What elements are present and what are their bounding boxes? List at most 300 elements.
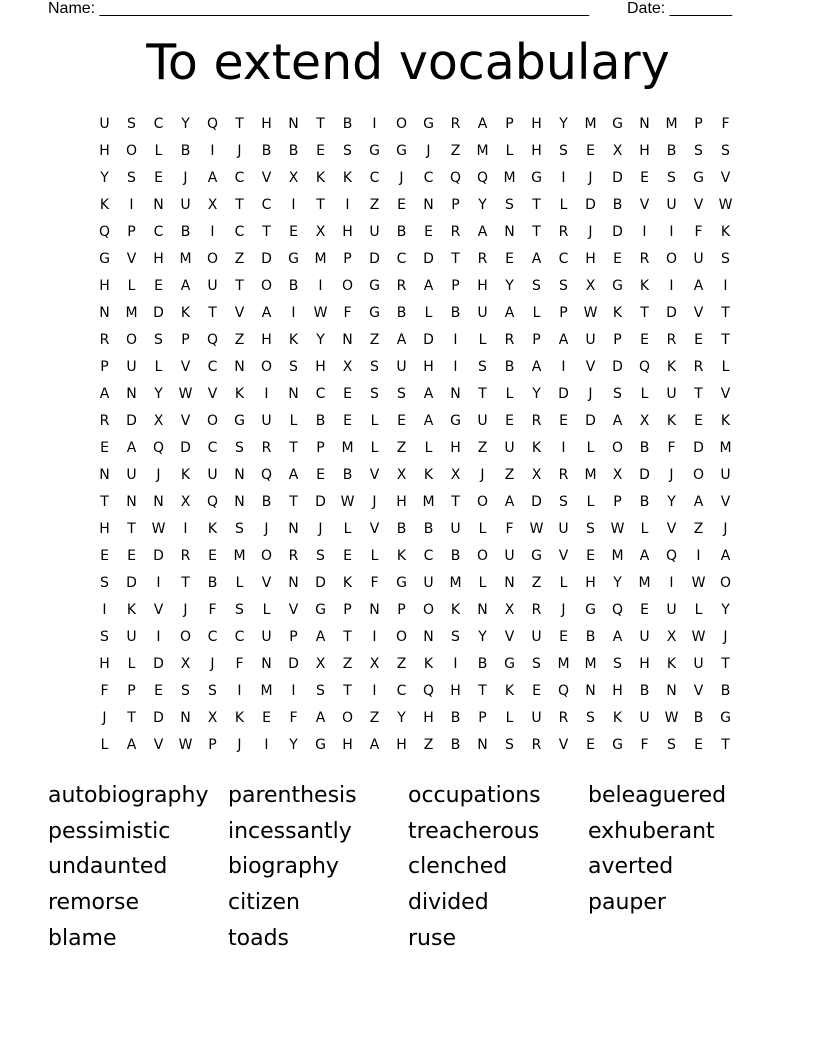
grid-letter: Y bbox=[667, 494, 676, 510]
grid-letter: K bbox=[450, 602, 461, 618]
grid-letter: V bbox=[693, 305, 704, 321]
grid-letter: Y bbox=[397, 710, 406, 726]
grid-letter: M bbox=[476, 143, 489, 159]
grid-letter: N bbox=[423, 197, 434, 213]
grid-letter: I bbox=[156, 575, 161, 591]
grid-letter: E bbox=[559, 413, 568, 429]
grid-letter: A bbox=[315, 710, 326, 726]
grid-letter: T bbox=[721, 656, 730, 672]
grid-letter: O bbox=[476, 548, 489, 564]
header-line bbox=[48, 0, 748, 20]
grid-letter: H bbox=[612, 683, 623, 699]
grid-letter: H bbox=[585, 575, 596, 591]
grid-letter: G bbox=[396, 143, 407, 159]
grid-letter: U bbox=[585, 332, 596, 348]
grid-letter: N bbox=[666, 683, 677, 699]
grid-letter: T bbox=[316, 116, 325, 132]
grid-letter: R bbox=[450, 116, 461, 132]
grid-letter: N bbox=[288, 521, 299, 537]
grid-letter: T bbox=[127, 521, 136, 537]
grid-letter: Q bbox=[260, 467, 273, 483]
grid-letter: P bbox=[208, 737, 217, 753]
grid-letter: D bbox=[153, 656, 164, 672]
grid-letter: E bbox=[343, 413, 352, 429]
grid-letter: P bbox=[451, 197, 460, 213]
grid-letter: K bbox=[288, 332, 299, 348]
grid-letter: G bbox=[612, 278, 623, 294]
grid-letter: O bbox=[341, 710, 354, 726]
grid-letter: Z bbox=[477, 440, 488, 456]
grid-letter: Z bbox=[693, 521, 704, 537]
grid-letter: V bbox=[180, 359, 191, 375]
grid-letter: D bbox=[153, 305, 164, 321]
grid-letter: V bbox=[153, 602, 164, 618]
grid-letter: S bbox=[154, 332, 163, 348]
grid-letter: Z bbox=[369, 332, 380, 348]
grid-letter: K bbox=[612, 710, 623, 726]
grid-letter: U bbox=[450, 521, 461, 537]
grid-letter: G bbox=[504, 656, 515, 672]
grid-letter: A bbox=[423, 278, 434, 294]
grid-letter: D bbox=[153, 710, 164, 726]
grid-letter: T bbox=[694, 386, 703, 402]
grid-letter: P bbox=[613, 494, 622, 510]
grid-letter: N bbox=[234, 494, 245, 510]
grid-letter: W bbox=[151, 521, 166, 537]
grid-letter: L bbox=[127, 278, 136, 294]
grid-letter: B bbox=[693, 710, 704, 726]
grid-letter: X bbox=[207, 710, 218, 726]
word-list-item: divided bbox=[408, 890, 489, 916]
grid-letter: B bbox=[639, 440, 650, 456]
grid-letter: S bbox=[235, 440, 244, 456]
grid-letter: I bbox=[318, 278, 323, 294]
grid-letter: I bbox=[264, 386, 269, 402]
grid-letter: U bbox=[666, 386, 677, 402]
grid-letter: V bbox=[369, 521, 380, 537]
grid-letter: A bbox=[126, 737, 137, 753]
grid-letter: K bbox=[423, 656, 434, 672]
grid-letter: S bbox=[694, 143, 703, 159]
grid-letter: H bbox=[423, 359, 434, 375]
grid-letter: N bbox=[369, 602, 380, 618]
grid-letter: P bbox=[613, 332, 622, 348]
grid-letter: P bbox=[478, 710, 487, 726]
grid-letter: C bbox=[207, 359, 218, 375]
grid-letter: L bbox=[640, 521, 649, 537]
grid-letter: V bbox=[126, 251, 137, 267]
grid-letter: Y bbox=[100, 170, 109, 186]
grid-letter: P bbox=[451, 278, 460, 294]
grid-letter: H bbox=[99, 143, 110, 159]
grid-letter: P bbox=[127, 224, 136, 240]
grid-letter: V bbox=[720, 386, 731, 402]
grid-letter: D bbox=[126, 413, 137, 429]
grid-letter: E bbox=[316, 467, 325, 483]
grid-letter: L bbox=[640, 386, 649, 402]
grid-letter: E bbox=[154, 170, 163, 186]
grid-letter: X bbox=[315, 656, 326, 672]
grid-letter: J bbox=[183, 170, 188, 186]
grid-letter: Q bbox=[206, 332, 219, 348]
grid-letter: N bbox=[234, 359, 245, 375]
grid-letter: I bbox=[642, 224, 647, 240]
grid-letter: G bbox=[369, 305, 380, 321]
word-list-item: clenched bbox=[408, 854, 508, 880]
grid-letter: A bbox=[477, 116, 488, 132]
grid-letter: B bbox=[315, 413, 326, 429]
grid-letter: V bbox=[207, 386, 218, 402]
grid-letter: R bbox=[504, 332, 515, 348]
grid-letter: I bbox=[237, 683, 242, 699]
grid-letter: R bbox=[666, 332, 677, 348]
grid-letter: B bbox=[639, 683, 650, 699]
grid-letter: X bbox=[612, 467, 623, 483]
grid-letter: S bbox=[127, 116, 136, 132]
grid-letter: S bbox=[532, 278, 541, 294]
grid-letter: A bbox=[126, 440, 137, 456]
grid-letter: R bbox=[450, 224, 461, 240]
grid-letter: K bbox=[531, 440, 542, 456]
grid-letter: J bbox=[588, 170, 593, 186]
grid-letter: D bbox=[369, 251, 380, 267]
grid-letter: J bbox=[588, 224, 593, 240]
grid-letter: H bbox=[99, 521, 110, 537]
grid-letter: V bbox=[585, 359, 596, 375]
grid-letter: S bbox=[397, 386, 406, 402]
grid-letter: E bbox=[397, 413, 406, 429]
grid-letter: B bbox=[612, 197, 623, 213]
grid-letter: N bbox=[342, 332, 353, 348]
grid-letter: S bbox=[505, 197, 514, 213]
grid-letter: E bbox=[694, 413, 703, 429]
grid-letter: W bbox=[583, 305, 598, 321]
grid-letter: S bbox=[181, 683, 190, 699]
grid-letter: I bbox=[156, 629, 161, 645]
grid-letter: B bbox=[450, 737, 461, 753]
grid-letter: A bbox=[504, 494, 515, 510]
grid-letter: J bbox=[723, 629, 728, 645]
grid-letter: A bbox=[261, 305, 272, 321]
grid-letter: E bbox=[262, 710, 271, 726]
grid-letter: L bbox=[505, 710, 514, 726]
grid-letter: H bbox=[396, 737, 407, 753]
grid-letter: J bbox=[264, 521, 269, 537]
grid-letter: I bbox=[291, 197, 296, 213]
grid-letter: T bbox=[721, 737, 730, 753]
grid-letter: S bbox=[343, 143, 352, 159]
grid-letter: H bbox=[531, 143, 542, 159]
grid-letter: N bbox=[99, 305, 110, 321]
grid-letter: B bbox=[450, 710, 461, 726]
word-list-item: incessantly bbox=[228, 818, 352, 844]
grid-letter: B bbox=[288, 143, 299, 159]
grid-letter: I bbox=[453, 332, 458, 348]
grid-letter: I bbox=[669, 278, 674, 294]
grid-letter: B bbox=[180, 143, 191, 159]
grid-letter: S bbox=[316, 548, 325, 564]
grid-letter: K bbox=[234, 386, 245, 402]
grid-letter: U bbox=[504, 440, 515, 456]
grid-letter: N bbox=[126, 386, 137, 402]
grid-letter: J bbox=[426, 143, 431, 159]
grid-letter: D bbox=[423, 332, 434, 348]
grid-letter: E bbox=[154, 683, 163, 699]
grid-letter: I bbox=[669, 224, 674, 240]
grid-letter: O bbox=[341, 278, 354, 294]
grid-letter: L bbox=[721, 359, 730, 375]
grid-letter: Y bbox=[559, 116, 568, 132]
grid-letter: L bbox=[424, 305, 433, 321]
grid-letter: S bbox=[370, 386, 379, 402]
grid-letter: K bbox=[666, 656, 677, 672]
grid-letter: V bbox=[180, 413, 191, 429]
grid-letter: O bbox=[611, 440, 624, 456]
grid-letter: L bbox=[532, 305, 541, 321]
grid-letter: I bbox=[561, 170, 566, 186]
grid-letter: O bbox=[125, 143, 138, 159]
grid-letter: X bbox=[396, 467, 407, 483]
grid-letter: Q bbox=[206, 494, 219, 510]
grid-letter: W bbox=[178, 386, 193, 402]
grid-letter: X bbox=[342, 359, 353, 375]
grid-letter: O bbox=[692, 467, 705, 483]
grid-letter: K bbox=[666, 413, 677, 429]
grid-letter: T bbox=[451, 494, 460, 510]
grid-letter: L bbox=[100, 737, 109, 753]
grid-letter: P bbox=[316, 440, 325, 456]
grid-letter: A bbox=[396, 332, 407, 348]
grid-letter: F bbox=[640, 737, 649, 753]
grid-letter: L bbox=[127, 656, 136, 672]
grid-letter: U bbox=[180, 197, 191, 213]
grid-letter: S bbox=[100, 629, 109, 645]
grid-letter: I bbox=[723, 278, 728, 294]
grid-letter: H bbox=[531, 116, 542, 132]
grid-letter: D bbox=[639, 467, 650, 483]
grid-letter: N bbox=[180, 710, 191, 726]
grid-letter: D bbox=[585, 197, 596, 213]
grid-letter: X bbox=[612, 143, 623, 159]
grid-letter: K bbox=[180, 305, 191, 321]
grid-letter: H bbox=[396, 494, 407, 510]
grid-letter: T bbox=[235, 116, 244, 132]
grid-letter: Z bbox=[504, 467, 515, 483]
grid-letter: G bbox=[234, 413, 245, 429]
grid-letter: R bbox=[531, 602, 542, 618]
grid-letter: G bbox=[315, 602, 326, 618]
grid-letter: L bbox=[424, 440, 433, 456]
grid-letter: D bbox=[423, 251, 434, 267]
grid-letter: L bbox=[478, 575, 487, 591]
grid-letter: U bbox=[693, 656, 704, 672]
grid-letter: K bbox=[639, 278, 650, 294]
grid-letter: K bbox=[612, 305, 623, 321]
grid-letter: G bbox=[450, 413, 461, 429]
grid-letter: S bbox=[667, 737, 676, 753]
grid-letter: O bbox=[395, 629, 408, 645]
grid-letter: E bbox=[640, 170, 649, 186]
grid-letter: M bbox=[584, 656, 597, 672]
grid-letter: U bbox=[261, 629, 272, 645]
grid-letter: D bbox=[693, 440, 704, 456]
grid-letter: M bbox=[233, 548, 246, 564]
grid-letter: T bbox=[721, 305, 730, 321]
grid-letter: G bbox=[693, 170, 704, 186]
grid-letter: O bbox=[422, 602, 435, 618]
grid-letter: S bbox=[721, 143, 730, 159]
grid-letter: S bbox=[505, 737, 514, 753]
grid-letter: G bbox=[288, 251, 299, 267]
grid-letter: A bbox=[693, 278, 704, 294]
grid-letter: C bbox=[207, 440, 218, 456]
grid-letter: Z bbox=[342, 656, 353, 672]
grid-letter: Z bbox=[396, 440, 407, 456]
grid-letter: A bbox=[288, 467, 299, 483]
grid-letter: L bbox=[370, 413, 379, 429]
grid-letter: O bbox=[260, 359, 273, 375]
grid-letter: Z bbox=[423, 737, 434, 753]
grid-letter: R bbox=[477, 251, 488, 267]
grid-letter: A bbox=[612, 629, 623, 645]
grid-letter: U bbox=[207, 278, 218, 294]
grid-letter: P bbox=[343, 251, 352, 267]
grid-letter: G bbox=[531, 548, 542, 564]
grid-letter: O bbox=[260, 278, 273, 294]
grid-letter: S bbox=[586, 710, 595, 726]
word-list-item: autobiography bbox=[48, 783, 209, 808]
grid-letter: A bbox=[180, 278, 191, 294]
grid-letter: Z bbox=[531, 575, 542, 591]
grid-letter: W bbox=[610, 521, 625, 537]
grid-letter: B bbox=[288, 278, 299, 294]
grid-letter: J bbox=[156, 467, 161, 483]
grid-letter: O bbox=[719, 575, 732, 591]
grid-letter: M bbox=[584, 116, 597, 132]
grid-letter: C bbox=[396, 683, 407, 699]
grid-letter: E bbox=[100, 440, 109, 456]
grid-letter: V bbox=[693, 683, 704, 699]
grid-letter: A bbox=[423, 413, 434, 429]
grid-letter: R bbox=[558, 467, 569, 483]
grid-letter: G bbox=[315, 737, 326, 753]
grid-letter: P bbox=[343, 602, 352, 618]
grid-letter: S bbox=[316, 683, 325, 699]
grid-letter: F bbox=[721, 116, 730, 132]
grid-letter: F bbox=[694, 224, 703, 240]
grid-letter: K bbox=[342, 170, 353, 186]
grid-letter: R bbox=[639, 251, 650, 267]
grid-letter: X bbox=[180, 494, 191, 510]
grid-letter: E bbox=[424, 224, 433, 240]
grid-letter: E bbox=[505, 413, 514, 429]
grid-letter: V bbox=[693, 197, 704, 213]
grid-letter: Y bbox=[181, 116, 190, 132]
grid-letter: Q bbox=[611, 602, 624, 618]
grid-letter: T bbox=[316, 197, 325, 213]
grid-letter: Y bbox=[613, 575, 622, 591]
grid-letter: E bbox=[208, 548, 217, 564]
grid-letter: M bbox=[665, 116, 678, 132]
grid-letter: J bbox=[102, 710, 107, 726]
grid-letter: E bbox=[343, 548, 352, 564]
grid-letter: T bbox=[100, 494, 109, 510]
grid-letter: G bbox=[369, 278, 380, 294]
grid-letter: G bbox=[612, 737, 623, 753]
grid-letter: Y bbox=[289, 737, 298, 753]
grid-letter: N bbox=[450, 386, 461, 402]
grid-letter: U bbox=[531, 629, 542, 645]
grid-letter: N bbox=[126, 494, 137, 510]
grid-letter: Y bbox=[505, 278, 514, 294]
grid-letter: B bbox=[207, 575, 218, 591]
grid-letter: S bbox=[667, 170, 676, 186]
grid-letter: N bbox=[288, 116, 299, 132]
grid-letter: T bbox=[343, 683, 352, 699]
grid-letter: Y bbox=[154, 386, 163, 402]
grid-letter: J bbox=[183, 602, 188, 618]
grid-letter: I bbox=[345, 197, 350, 213]
grid-letter: H bbox=[450, 440, 461, 456]
grid-letter: V bbox=[369, 467, 380, 483]
grid-letter: Q bbox=[638, 359, 651, 375]
grid-letter: P bbox=[559, 305, 568, 321]
word-list-item: biography bbox=[228, 854, 339, 880]
grid-letter: L bbox=[559, 575, 568, 591]
word-list-item: blame bbox=[48, 925, 117, 951]
grid-letter: L bbox=[289, 413, 298, 429]
grid-letter: X bbox=[369, 656, 380, 672]
grid-letter: V bbox=[558, 737, 569, 753]
grid-letter: R bbox=[531, 413, 542, 429]
grid-letter: U bbox=[531, 710, 542, 726]
grid-letter: Y bbox=[478, 197, 487, 213]
word-list-item: beleaguered bbox=[588, 783, 727, 808]
grid-letter: B bbox=[450, 548, 461, 564]
grid-letter: C bbox=[153, 224, 164, 240]
puzzle-title: To extend vocabulary bbox=[146, 34, 670, 91]
grid-letter: X bbox=[504, 602, 515, 618]
grid-letter: U bbox=[639, 710, 650, 726]
grid-letter: V bbox=[558, 548, 569, 564]
grid-letter: I bbox=[561, 440, 566, 456]
word-list-item: averted bbox=[588, 854, 674, 880]
grid-letter: X bbox=[207, 197, 218, 213]
grid-letter: X bbox=[531, 467, 542, 483]
grid-letter: W bbox=[313, 305, 328, 321]
grid-letter: T bbox=[181, 575, 190, 591]
grid-letter: I bbox=[453, 359, 458, 375]
grid-letter: N bbox=[288, 386, 299, 402]
grid-letter: M bbox=[557, 656, 570, 672]
grid-letter: I bbox=[129, 197, 134, 213]
word-list bbox=[48, 780, 768, 958]
grid-letter: T bbox=[208, 305, 217, 321]
grid-letter: N bbox=[504, 575, 515, 591]
grid-letter: K bbox=[234, 710, 245, 726]
grid-letter: A bbox=[531, 359, 542, 375]
grid-letter: N bbox=[153, 197, 164, 213]
grid-letter: C bbox=[234, 224, 245, 240]
grid-letter: P bbox=[532, 332, 541, 348]
grid-letter: P bbox=[127, 683, 136, 699]
grid-letter: O bbox=[125, 332, 138, 348]
word-list-item: exhuberant bbox=[588, 818, 715, 844]
grid-letter: F bbox=[505, 521, 514, 537]
grid-letter: C bbox=[558, 251, 569, 267]
grid-letter: H bbox=[450, 683, 461, 699]
grid-letter: V bbox=[288, 602, 299, 618]
